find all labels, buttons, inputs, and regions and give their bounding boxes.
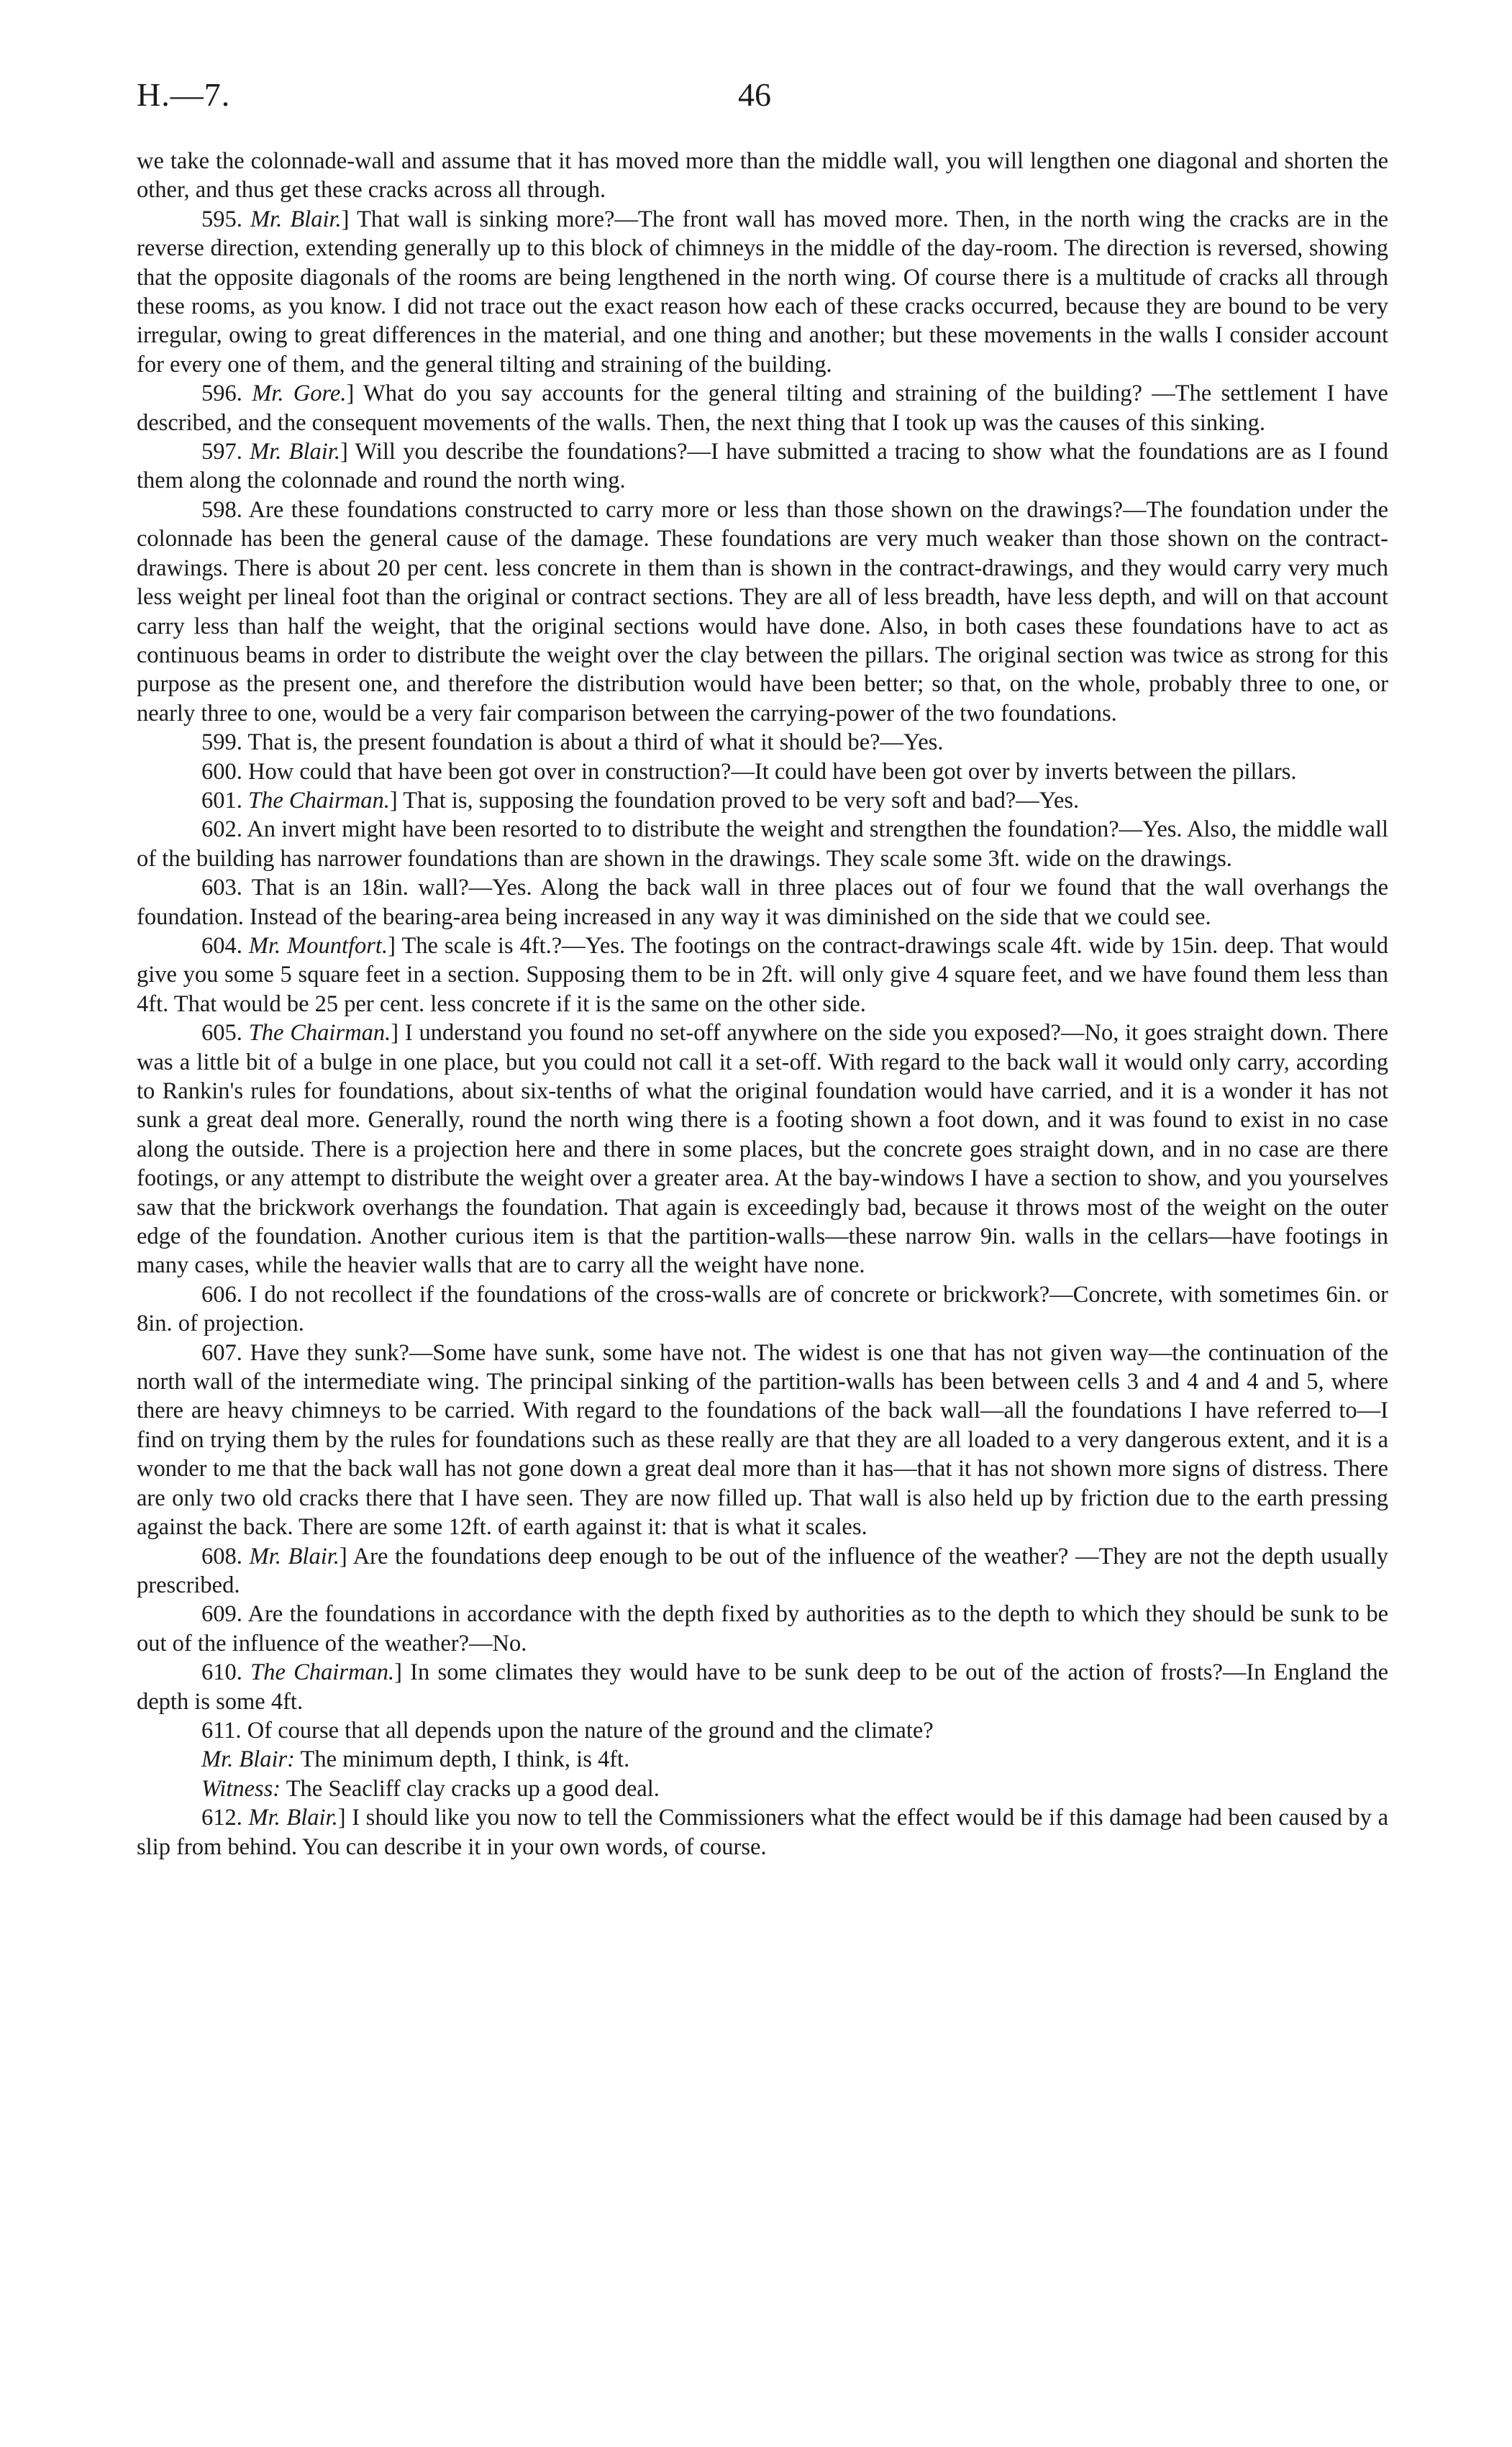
speaker: Mr. Blair. — [248, 1805, 338, 1831]
paragraph-611: 611. Of course that all depends upon the nature of the ground and the climate? — [201, 1717, 934, 1744]
speaker: Mr. Blair. — [250, 206, 342, 232]
paragraph-continuation: we take the colonnade-wall and assume that it has moved more than the middle wall, you will lengthen one diagonal and shorten the other, and thus get these cracks across all through. — [137, 148, 1388, 204]
speaker: Mr. Mountfort. — [248, 932, 388, 959]
speaker: Mr. Blair: — [201, 1746, 295, 1773]
paragraph-interjection: Mr. Blair: The minimum depth, I think, is 4ft. — [201, 1746, 630, 1773]
paragraph-612: 612. Mr. Blair.] I should like you now to tell the Commissioners what the effect would be if this damage had been caused by a slip from behind. You can describe it in your own words, of course. — [137, 1805, 1388, 1860]
paragraph-599: 599. That is, the present foundation is about a third of what it should be?—Yes. — [201, 729, 944, 756]
speaker: The Chairman. — [248, 1020, 391, 1047]
paragraph-605: 605. The Chairman.] I understand you found no set-off anywhere on the side you exposed?—No, it goes straight down. There was a little bit of a bulge in one place, but you could not call it a set-off. With regard to the back wall it would only carry, according to Rankin's rules for foundations, about six-tenths of what the original foundation would have carried, and it is a wonder it has not sunk a great deal more. Generally, round the north wing there is a footing shown a foot down, and it was found to exist in no case along the outside. There is a projection here and there in some places, but the concrete goes straight down, and in no case are there footings, or any attempt to distribute the weight over a greater area. At the bay-windows I have a section to show, and you yourselves saw that the brickwork overhangs the foundation. That again is exceedingly bad, because it throws most of the weight on the outer edge of the foundation. Another curious item is that the partition-walls—these narrow 9in. walls in the cellars—have footings in many cases, while the heavier walls that are to carry all the weight have none. — [137, 1020, 1389, 1279]
paragraph-604: 604. Mr. Mountfort.] The scale is 4ft.?—Yes. The footings on the contract-drawings scale 4ft. wide by 15in. deep. That would give you some 5 square feet in a section. Supposing them to be in 2ft. will only give 4 square feet, and we have found them less than 4ft. That would be 25 per cent. less concrete if it is the same on the other side. — [137, 932, 1388, 1017]
speaker: Witness: — [201, 1775, 281, 1802]
paragraph-603: 603. That is an 18in. wall?—Yes. Along the back wall in three places out of four we found that the wall overhangs the foundation. Instead of the bearing-area being increased in any way it was diminished on the side that we could see. — [137, 875, 1388, 930]
paragraph-608: 608. Mr. Blair.] Are the foundations deep enough to be out of the influence of the weather? —They are not the depth usually prescribed. — [137, 1543, 1388, 1598]
speaker: Mr. Gore. — [252, 381, 347, 407]
paragraph-609: 609. Are the foundations in accordance with the depth fixed by authorities as to the depth to which they should be sunk to be out of the influence of the weather?—No. — [137, 1601, 1388, 1657]
paragraph-witness: Witness: The Seacliff clay cracks up a good deal. — [201, 1775, 660, 1802]
paragraph-595: 595. Mr. Blair.] That wall is sinking more?—The front wall has moved more. Then, in the north wing the cracks are in the reverse direction, extending generally up to this block of chimneys in the middle of the day-room. The direction is reversed, showing that the opposite diagonals of the rooms are being lengthened in the north wing. Of course there is a multitude of cracks all through these rooms, as you know. I did not trace out the exact reason how each of these cracks occurred, because they are bound to be very irregular, owing to great differences in the material, and one thing and another; but these movements in the walls I consider account for every one of them, and the general tilting and straining of the building. — [137, 206, 1389, 378]
page-header — [137, 76, 1388, 126]
paragraph-597: 597. Mr. Blair.] Will you describe the foundations?—I have submitted a tracing to show what the foundations are as I found them along the colonnade and round the north wing. — [137, 439, 1389, 494]
paragraph-596: 596. Mr. Gore.] What do you say accounts for the general tilting and straining of the building? —The settlement I have described, and the consequent movements of the walls. Then, the next thing that I took up was the causes of this sinking. — [137, 381, 1388, 436]
page-number: 46 — [738, 76, 771, 113]
paragraph-598: 598. Are these foundations constructed to carry more or less than those shown on the drawings?—The foundation under the colonnade has been the general cause of the damage. These foundations are very much weaker than those shown on the contract-drawings. There is about 20 per cent. less concrete in them than is shown in the contract-drawings, and they would carry very much less weight per lineal foot than the original or contract sections. They are all of less breadth, have less depth, and will on that account carry less than half the weight, that the original sections would have done. Also, in both cases these foundations have to act as continuous beams in order to distribute the weight over the clay between the pillars. The original section was twice as strong for this purpose as the present one, and therefore the distribution would have been better; so that, on the whole, probably three to one, or nearly three to one, would be a very fair comparison between the carrying-power of the two foundations. — [137, 496, 1388, 726]
paragraph-601: 601. The Chairman.] That is, supposing the foundation proved to be very soft and bad?—Yes. — [201, 787, 1080, 814]
speaker: Mr. Blair. — [250, 439, 340, 465]
speaker: Mr. Blair. — [249, 1543, 340, 1569]
speaker: The Chairman. — [248, 787, 390, 814]
paragraph-610: 610. The Chairman.] In some climates they would have to be sunk deep to be out of the action of frosts?—In England the depth is some 4ft. — [137, 1659, 1389, 1715]
paragraph-606: 606. I do not recollect if the foundations of the cross-walls are of concrete or brickwork?—Concrete, with sometimes 6in. or 8in. of projection. — [137, 1281, 1389, 1337]
speaker: The Chairman. — [250, 1659, 395, 1686]
paragraph-602: 602. An invert might have been resorted to to distribute the weight and strengthen the foundation?—Yes. Also, the middle wall of the building has narrower foundations than are shown in the drawings. They scale some 3ft. wide on the drawings. — [137, 816, 1388, 872]
paragraph-600: 600. How could that have been got over in construction?—It could have been got over by inverts between the pillars. — [201, 758, 1297, 785]
document-reference: H.—7. — [137, 76, 231, 113]
paragraph-607: 607. Have they sunk?—Some have sunk, some have not. The widest is one that has not given way—the continuation of the north wall of the intermediate wing. The principal sinking of the partition-walls has been between cells 3 and 4 and 4 and 5, where there are heavy chimneys to be carried. With regard to the foundations of the back wall—all the foundations I have referred to—I find on trying them by the rules for foundations such as these really are that they are all loaded to a very dangerous extent, and it is a wonder to me that the back wall has not gone down a great deal more than it has—that it has not shown more signs of distress. There are only two old cracks there that I have seen. They are now filled up. That wall is also held up by friction due to the earth pressing against the back. There are some 12ft. of earth against it: that is what it scales. — [137, 1339, 1389, 1541]
document-body — [137, 147, 1388, 1862]
